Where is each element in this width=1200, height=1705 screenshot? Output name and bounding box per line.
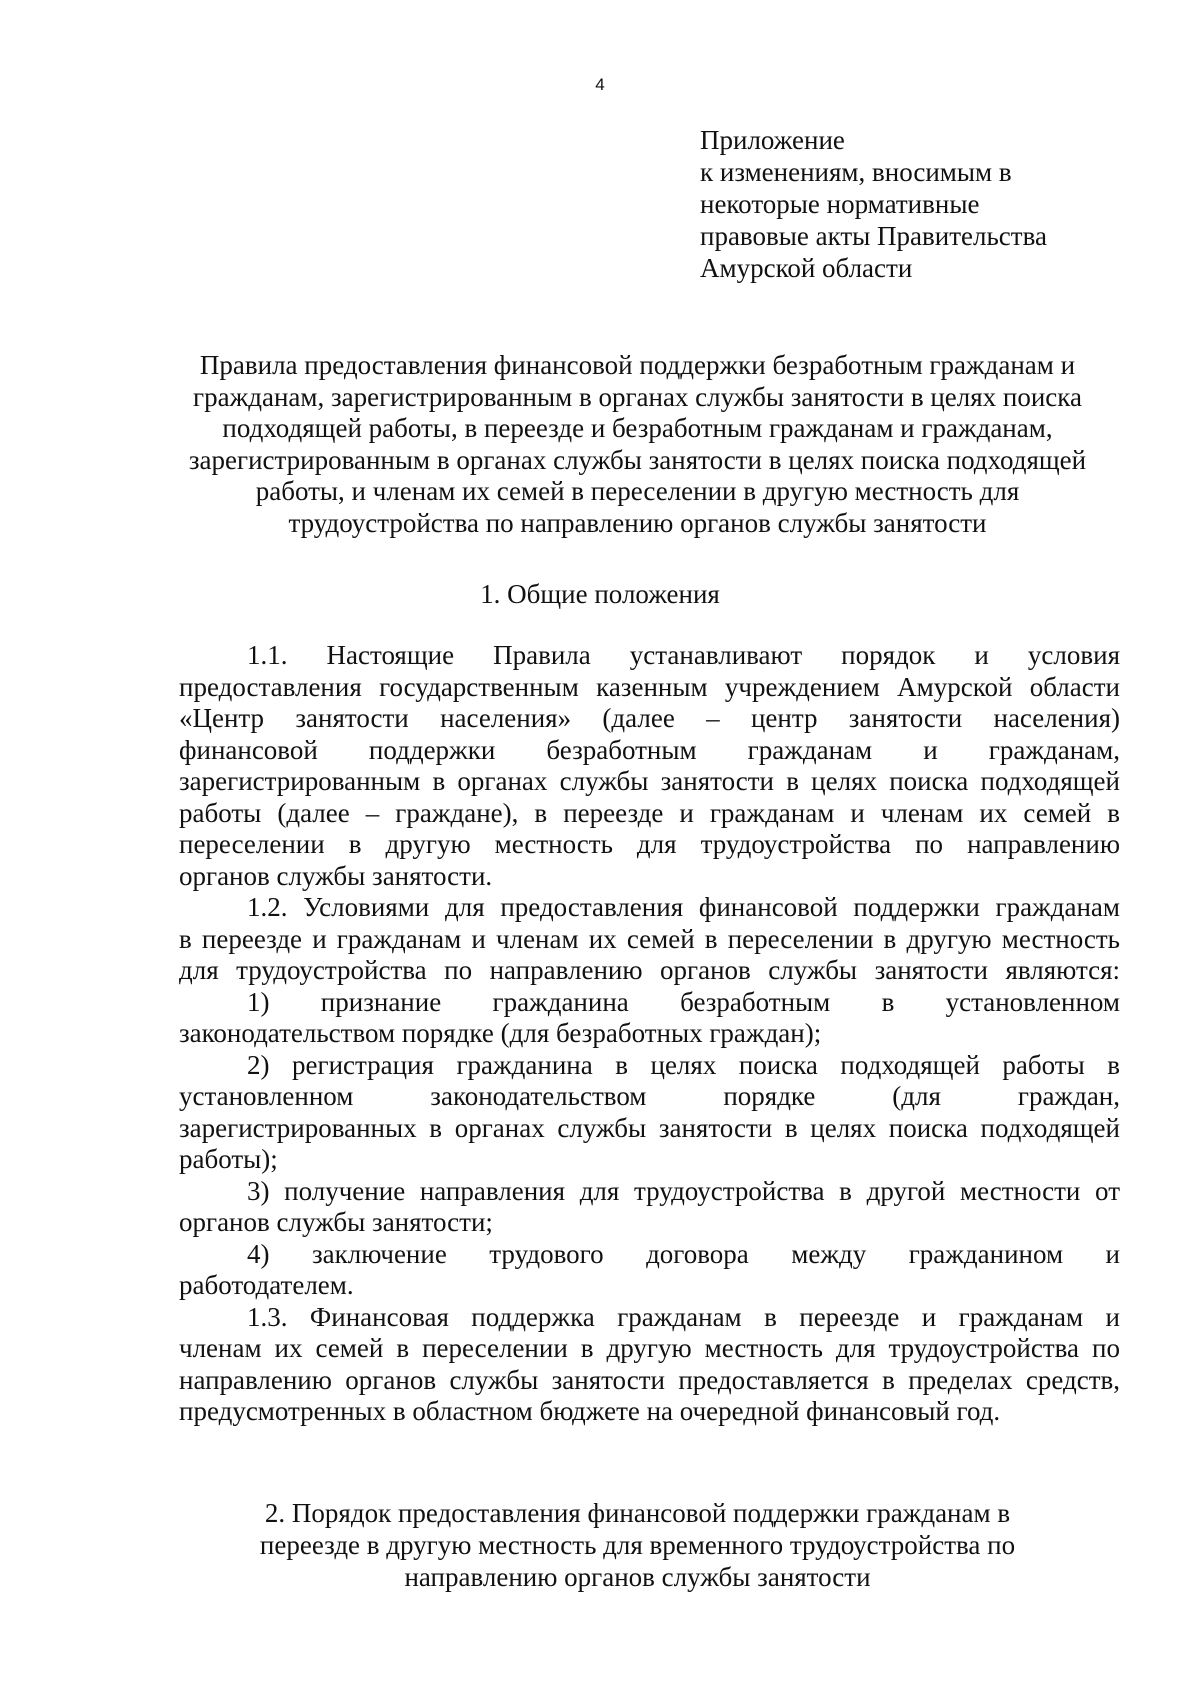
paragraph-1-2-line: в переезде и гражданам и членам их семей в переселении в другую местность xyxy=(179,923,1120,954)
title-line: работы, и членам их семей в переселении в другую местность для xyxy=(255,476,1020,506)
section-2-heading-line: 2. Порядок предоставления финансовой поддержки гражданам в xyxy=(264,1498,1011,1528)
section-1-heading: 1. Общие положения xyxy=(480,579,720,609)
paragraph-1-1-line: зарегистрированным в органах службы занятости в целях поиска подходящей xyxy=(179,766,1120,796)
paragraph-1-1-line: работы (далее – граждане), в переезде и гражданам и членам их семей в xyxy=(179,797,1120,828)
appendix-line: Амурской области xyxy=(700,253,913,283)
title-line: гражданам, зарегистрированным в органах службы занятости в целях поиска xyxy=(193,381,1082,412)
title-line: Правила предоставления финансовой поддержки безработным гражданам и xyxy=(199,350,1076,380)
appendix-line: некоторые нормативные xyxy=(700,189,980,219)
appendix-line: правовые акты Правительства xyxy=(700,221,1047,251)
list-item-2-line: 2) регистрация гражданина в целях поиска подходящей работы в xyxy=(247,1049,1120,1080)
title-line: зарегистрированным в органах службы занятости в целях поиска подходящей xyxy=(188,444,1087,475)
list-item-2-line: установленном законодательством порядке (для граждан, xyxy=(179,1081,1120,1111)
title-line: трудоустройства по направлению органов службы занятости xyxy=(288,507,987,538)
list-item-1-line: законодательством порядке (для безработных граждан); xyxy=(179,1018,822,1048)
title-line: подходящей работы, в переезде и безработным гражданам и гражданам, xyxy=(222,413,1053,443)
list-item-4-line: 4) заключение трудового договора между гражданином и xyxy=(247,1238,1120,1269)
page-number: 4 xyxy=(595,75,605,94)
appendix-note xyxy=(700,124,1140,284)
section-2-heading-line: переезде в другую местность для временного трудоустройства по xyxy=(259,1530,1016,1560)
paragraph-1-1-line: органов службы занятости. xyxy=(179,860,493,891)
paragraph-1-3-line: 1.3. Финансовая поддержка гражданам в переезде и гражданам и xyxy=(247,1301,1120,1332)
paragraph-1-1-line: переселении в другую местность для трудоустройства по направлению xyxy=(179,829,1120,859)
paragraph-1-1-line: предоставления государственным казенным учреждением Амурской области xyxy=(179,671,1120,702)
list-item-3-line: органов службы занятости; xyxy=(179,1207,493,1237)
list-item-4-line: работодателем. xyxy=(179,1270,354,1300)
list-item-2-line: зарегистрированных в органах службы занятости в целях поиска подходящей xyxy=(179,1112,1120,1143)
paragraph-1-3-line: направлению органов службы занятости предоставляется в пределах средств, xyxy=(179,1364,1120,1395)
list-item-1-line: 1) признание гражданина безработным в установленном xyxy=(247,986,1120,1017)
document-title xyxy=(150,350,1125,539)
paragraph-1-1-line: «Центр занятости населения» (далее – центр занятости населения) xyxy=(179,703,1120,733)
section-2-heading xyxy=(150,1497,1125,1593)
appendix-line: к изменениям, вносимым в xyxy=(700,157,1012,187)
paragraph-1-3-line: предусмотренных в областном бюджете на очередной финансовый год. xyxy=(179,1396,1001,1426)
paragraph-1-2-line: для трудоустройства по направлению органов службы занятости являются: xyxy=(179,955,1120,985)
paragraph-1-1-line: финансовой поддержки безработным гражданам и гражданам, xyxy=(179,734,1120,765)
appendix-line: Приложение xyxy=(700,125,845,155)
list-item-3-line: 3) получение направления для трудоустройства в другой местности от xyxy=(247,1175,1120,1206)
section-1-body xyxy=(179,640,1120,1428)
paragraph-1-3-line: членам их семей в переселении в другую местность для трудоустройства по xyxy=(179,1333,1120,1363)
paragraph-1-1-line: 1.1. Настоящие Правила устанавливают порядок и условия xyxy=(247,640,1120,670)
paragraph-1-2-line: 1.2. Условиями для предоставления финансовой поддержки гражданам xyxy=(247,892,1120,922)
list-item-2-line: работы); xyxy=(179,1144,278,1174)
section-2-heading-line: направлению органов службы занятости xyxy=(404,1562,871,1592)
